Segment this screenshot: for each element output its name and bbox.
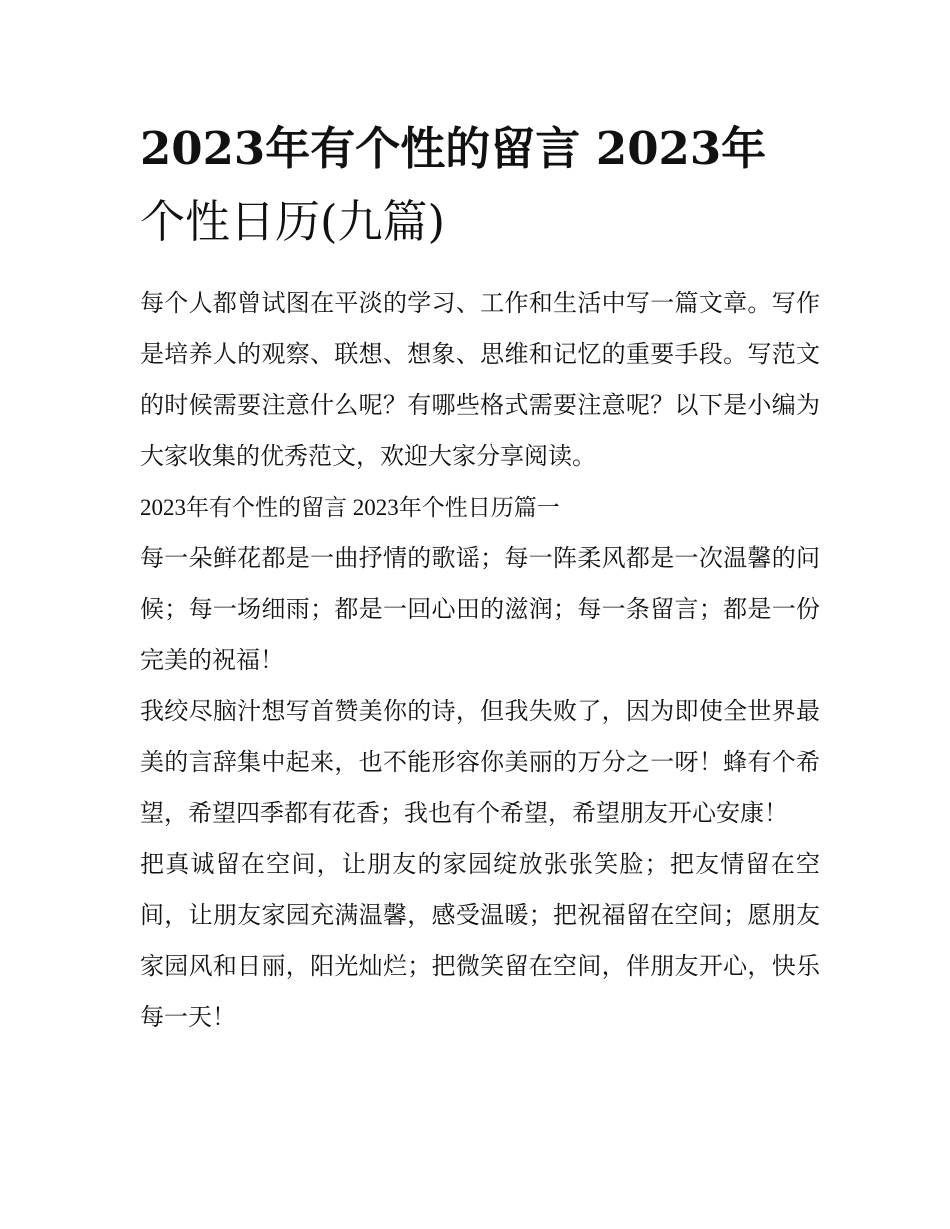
intro-paragraph: 每个人都曾试图在平淡的学习、工作和生活中写一篇文章。写作是培养人的观察、联想、想象、思维和记忆的重要手段。写范文的时候需要注意什么呢？有哪些格式需要注意呢？以下是小编为大家收集的优秀范文，欢迎大家分享阅读。: [140, 289, 820, 470]
title-line-1: 2023年有个性的留言 2023年: [140, 122, 767, 175]
section-heading: 2023年有个性的留言 2023年个性日历篇一: [140, 495, 560, 520]
document-title: [140, 112, 820, 258]
title-line-2: 个性日历(九篇): [140, 195, 446, 248]
body-paragraph: 把真诚留在空间，让朋友的家园绽放张张笑脸；把友情留在空间，让朋友家园充满温馨，感受温暖；把祝福留在空间；愿朋友家园风和日丽，阳光灿烂；把微笑留在空间，伴朋友开心，快乐每一天！: [140, 850, 820, 1031]
body-paragraph: 每一朵鲜花都是一曲抒情的歌谣；每一阵柔风都是一次温馨的问候；每一场细雨；都是一回心田的滋润；每一条留言；都是一份完美的祝福！: [140, 544, 820, 674]
body-paragraph: 我绞尽脑汁想写首赞美你的诗，但我失败了，因为即使全世界最美的言辞集中起来，也不能形容你美丽的万分之一呀！蜂有个希望，希望四季都有花香；我也有个希望，希望朋友开心安康！: [140, 697, 820, 827]
document-body: [140, 278, 820, 1043]
